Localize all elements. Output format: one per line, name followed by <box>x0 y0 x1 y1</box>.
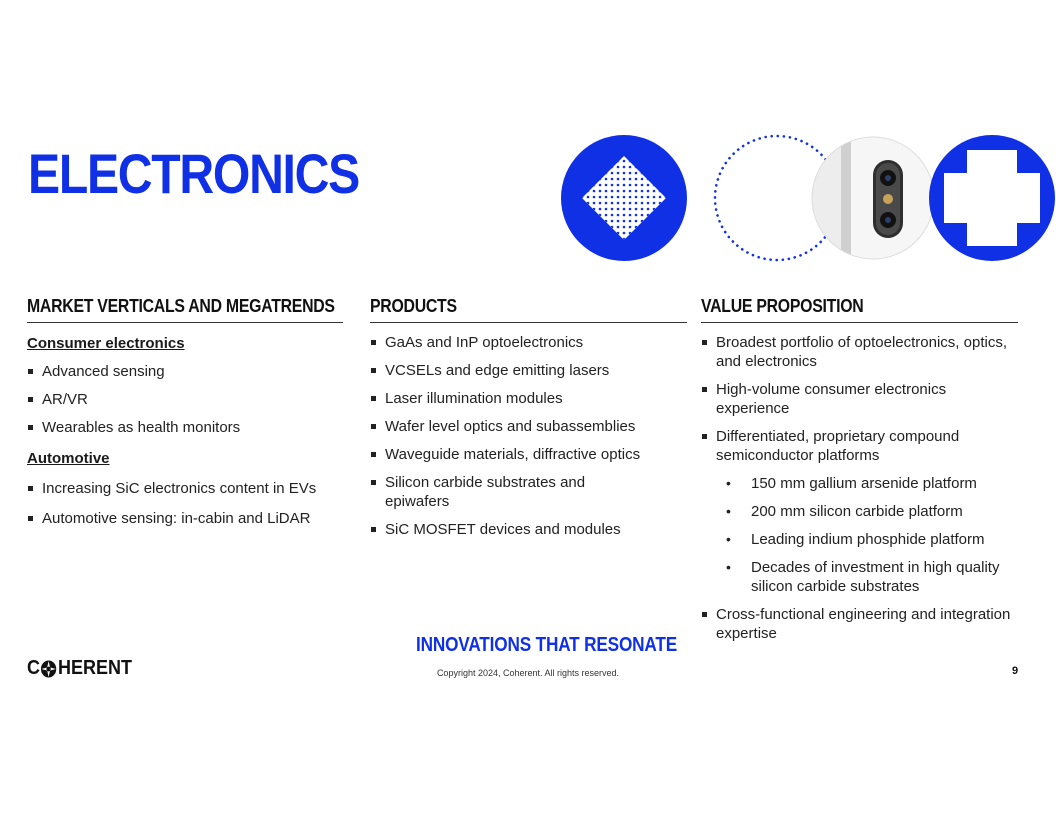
list-item: Silicon carbide substrates and epiwafers <box>370 473 615 511</box>
list-item: Wearables as health monitors <box>27 418 343 437</box>
value-list <box>701 333 1018 465</box>
list-item: High-volume consumer electronics experience <box>701 380 976 418</box>
slide-title: ELECTRONICS <box>28 142 359 205</box>
market-column <box>27 296 343 528</box>
products-heading: PRODUCTS <box>370 296 687 323</box>
value-heading: VALUE PROPOSITION <box>701 296 1018 323</box>
list-item: Differentiated, proprietary compound semiconductor platforms <box>701 427 986 465</box>
list-item: AR/VR <box>27 390 343 409</box>
tagline: INNOVATIONS THAT RESONATE <box>416 634 678 656</box>
list-item: VCSELs and edge emitting lasers <box>370 361 652 380</box>
list-item: Increasing SiC electronics content in EVs <box>27 479 343 498</box>
list-item: Waveguide materials, diffractive optics <box>370 445 652 464</box>
value-sublist <box>701 474 1018 596</box>
automotive-heading: Automotive <box>27 450 110 467</box>
list-item: Cross-functional engineering and integration expertise <box>701 605 1018 643</box>
consumer-electronics-heading: Consumer electronics <box>27 335 185 352</box>
sub-list-item: • 150 mm gallium arsenide platform <box>701 474 1018 493</box>
value-list-end <box>701 605 1018 643</box>
sub-list-item: • Leading indium phosphide platform <box>701 530 1018 549</box>
automotive-list <box>27 479 343 528</box>
list-item: Automotive sensing: in-cabin and LiDAR <box>27 509 343 528</box>
list-item: Advanced sensing <box>27 362 343 381</box>
market-heading: MARKET VERTICALS AND MEGATRENDS <box>27 296 343 323</box>
logo-text-left: C <box>27 657 41 679</box>
page-number: 9 <box>1012 665 1019 677</box>
list-item: Broadest portfolio of optoelectronics, optics, and electronics <box>701 333 1018 371</box>
value-column <box>701 296 1018 643</box>
list-item: Laser illumination modules <box>370 389 652 408</box>
sub-list-item: • 200 mm silicon carbide platform <box>701 502 1018 521</box>
logo-text-right: HERENT <box>58 657 133 679</box>
diamond-circle-graphic <box>561 135 687 261</box>
decorative-graphics <box>555 128 1055 268</box>
sub-list-item: • Decades of investment in high quality silicon carbide substrates <box>701 558 1001 596</box>
consumer-electronics-list <box>27 362 343 437</box>
products-list <box>370 333 652 539</box>
list-item: GaAs and InP optoelectronics <box>370 333 652 352</box>
list-item: SiC MOSFET devices and modules <box>370 520 652 539</box>
copyright: Copyright 2024, Coherent. All rights reserved. <box>436 668 620 678</box>
list-item: Wafer level optics and subassemblies <box>370 417 652 436</box>
cross-circle-graphic <box>929 135 1055 261</box>
products-column <box>370 296 687 539</box>
